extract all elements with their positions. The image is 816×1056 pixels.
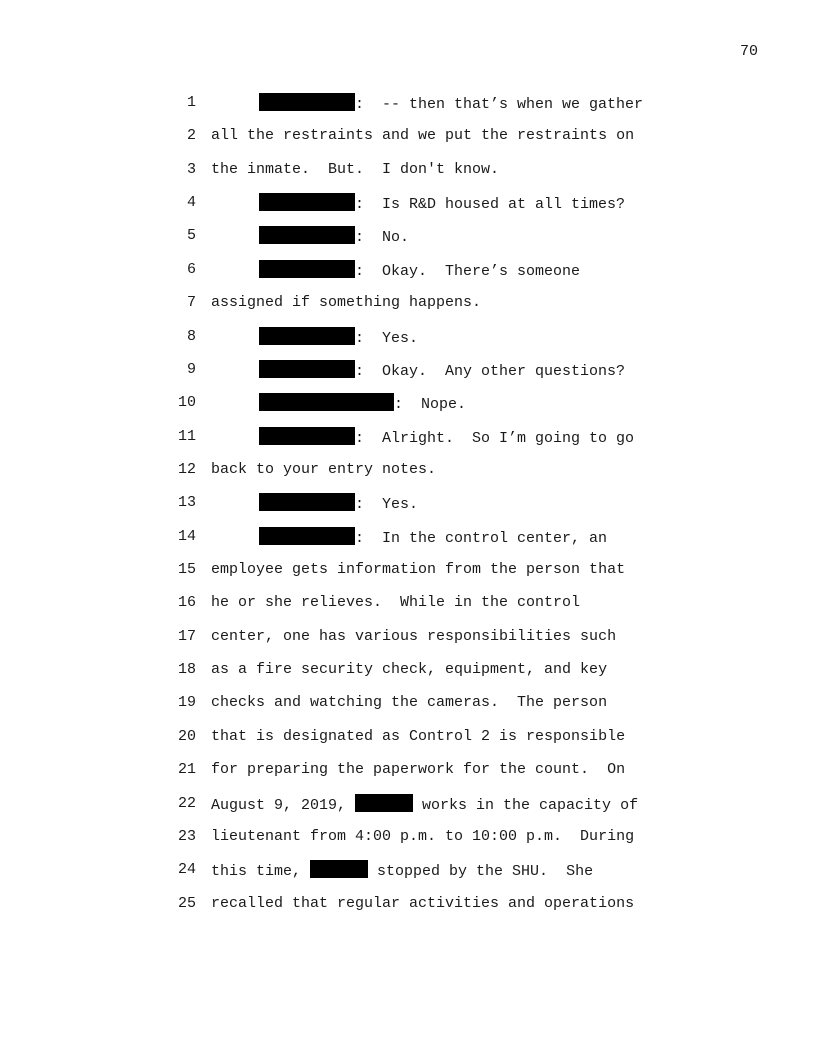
line-text [211, 794, 638, 816]
speech-text: : -- then that’s when we gather [355, 96, 644, 113]
transcript-line [0, 427, 816, 460]
text-after-redaction: stopped by the SHU. She [368, 863, 594, 881]
redaction-box [259, 393, 394, 411]
speech-text: : In the control center, an [355, 529, 608, 547]
line-number: 6 [186, 260, 196, 278]
line-number: 14 [177, 527, 196, 545]
line-text [211, 894, 634, 914]
transcript-line [0, 393, 816, 426]
transcript-line [0, 460, 816, 493]
line-text [259, 393, 466, 415]
line-number: 3 [186, 160, 196, 178]
line-text [259, 360, 625, 382]
line-text [211, 126, 634, 146]
redaction-box [259, 427, 355, 445]
transcript-line [0, 126, 816, 159]
line-text [259, 93, 643, 115]
line-text [211, 693, 607, 713]
line-number: 2 [186, 127, 196, 145]
speech-text: : Okay. Any other questions? [355, 362, 626, 380]
transcript-line [0, 660, 816, 693]
body-text: for preparing the paperwork for the count. On [211, 761, 626, 779]
redaction-box [259, 226, 355, 244]
line-text [211, 593, 580, 613]
line-text [259, 327, 418, 349]
transcript-line [0, 193, 816, 226]
line-number: 17 [177, 627, 196, 645]
page-number: 70 [740, 43, 759, 60]
redaction-box [259, 93, 355, 111]
transcript-line [0, 894, 816, 927]
line-number: 18 [177, 661, 196, 679]
line-text [211, 860, 593, 882]
line-text [259, 193, 625, 215]
line-number: 1 [186, 94, 196, 111]
transcript-line [0, 527, 816, 560]
speech-text: : Okay. There’s someone [355, 262, 581, 280]
body-text: that is designated as Control 2 is responsible [211, 727, 626, 745]
line-number: 23 [177, 827, 196, 845]
redaction-box [259, 193, 355, 211]
transcript-line [0, 226, 816, 259]
speech-text: : Nope. [394, 396, 467, 414]
transcript-line [0, 693, 816, 726]
body-text: as a fire security check, equipment, and key [211, 661, 608, 679]
line-number: 19 [177, 694, 196, 712]
line-number: 7 [186, 294, 196, 312]
transcript-line [0, 327, 816, 360]
body-text: he or she relieves. While in the control [211, 594, 581, 612]
body-text: checks and watching the cameras. The person [211, 694, 608, 712]
transcript-line [0, 160, 816, 193]
line-number: 16 [177, 594, 196, 612]
line-number: 13 [177, 494, 196, 512]
transcript-body [0, 93, 816, 927]
line-text [211, 560, 625, 580]
transcript-line [0, 794, 816, 827]
transcript-line [0, 593, 816, 626]
line-text [211, 293, 481, 313]
line-text [211, 827, 634, 847]
body-text: assigned if something happens. [211, 294, 482, 312]
line-number: 20 [177, 727, 196, 745]
transcript-line [0, 827, 816, 860]
redaction-box [259, 493, 355, 511]
line-text [211, 660, 607, 680]
line-text [211, 760, 625, 780]
redaction-box [355, 794, 413, 812]
line-number: 21 [177, 761, 196, 779]
line-number: 11 [177, 427, 196, 445]
body-text: employee gets information from the person that [211, 561, 626, 579]
speech-text: : Yes. [355, 496, 419, 514]
text-before-redaction: August 9, 2019, [211, 796, 356, 814]
speech-text: : No. [355, 229, 410, 247]
transcript-line [0, 493, 816, 526]
transcript-line [0, 360, 816, 393]
line-number: 8 [186, 327, 196, 345]
line-text [259, 527, 607, 549]
line-number: 4 [186, 194, 196, 212]
line-number: 22 [177, 794, 196, 812]
speech-text: : Alright. So I’m going to go [355, 429, 635, 447]
redaction-box [259, 327, 355, 345]
line-text [211, 727, 625, 747]
line-text [211, 627, 616, 647]
transcript-line [0, 260, 816, 293]
line-text [259, 226, 409, 248]
transcript-line [0, 727, 816, 760]
redaction-box [310, 860, 368, 878]
text-before-redaction: this time, [211, 863, 311, 881]
line-text [211, 460, 436, 480]
transcript-line [0, 293, 816, 326]
line-number: 12 [177, 460, 196, 478]
line-text [211, 160, 499, 180]
body-text: all the restraints and we put the restraints on [211, 127, 635, 145]
body-text: lieutenant from 4:00 p.m. to 10:00 p.m. During [211, 827, 635, 845]
transcript-line [0, 627, 816, 660]
line-number: 25 [177, 894, 196, 912]
redaction-box [259, 260, 355, 278]
text-after-redaction: works in the capacity of [413, 796, 639, 814]
line-text [259, 493, 418, 515]
speech-text: : Is R&D housed at all times? [355, 196, 626, 214]
transcript-line [0, 93, 816, 126]
transcript-line [0, 860, 816, 893]
body-text: the inmate. But. I don't know. [211, 160, 500, 178]
speech-text: : Yes. [355, 329, 419, 347]
transcript-line [0, 560, 816, 593]
body-text: back to your entry notes. [211, 460, 437, 478]
line-text [259, 427, 634, 449]
line-number: 15 [177, 561, 196, 579]
line-number: 24 [177, 861, 196, 879]
line-number: 9 [186, 360, 196, 378]
redaction-box [259, 527, 355, 545]
line-text [259, 260, 580, 282]
body-text: recalled that regular activities and operations [211, 894, 635, 912]
line-number: 5 [186, 227, 196, 245]
redaction-box [259, 360, 355, 378]
transcript-line [0, 760, 816, 793]
line-number: 10 [177, 394, 196, 412]
body-text: center, one has various responsibilities such [211, 627, 617, 645]
